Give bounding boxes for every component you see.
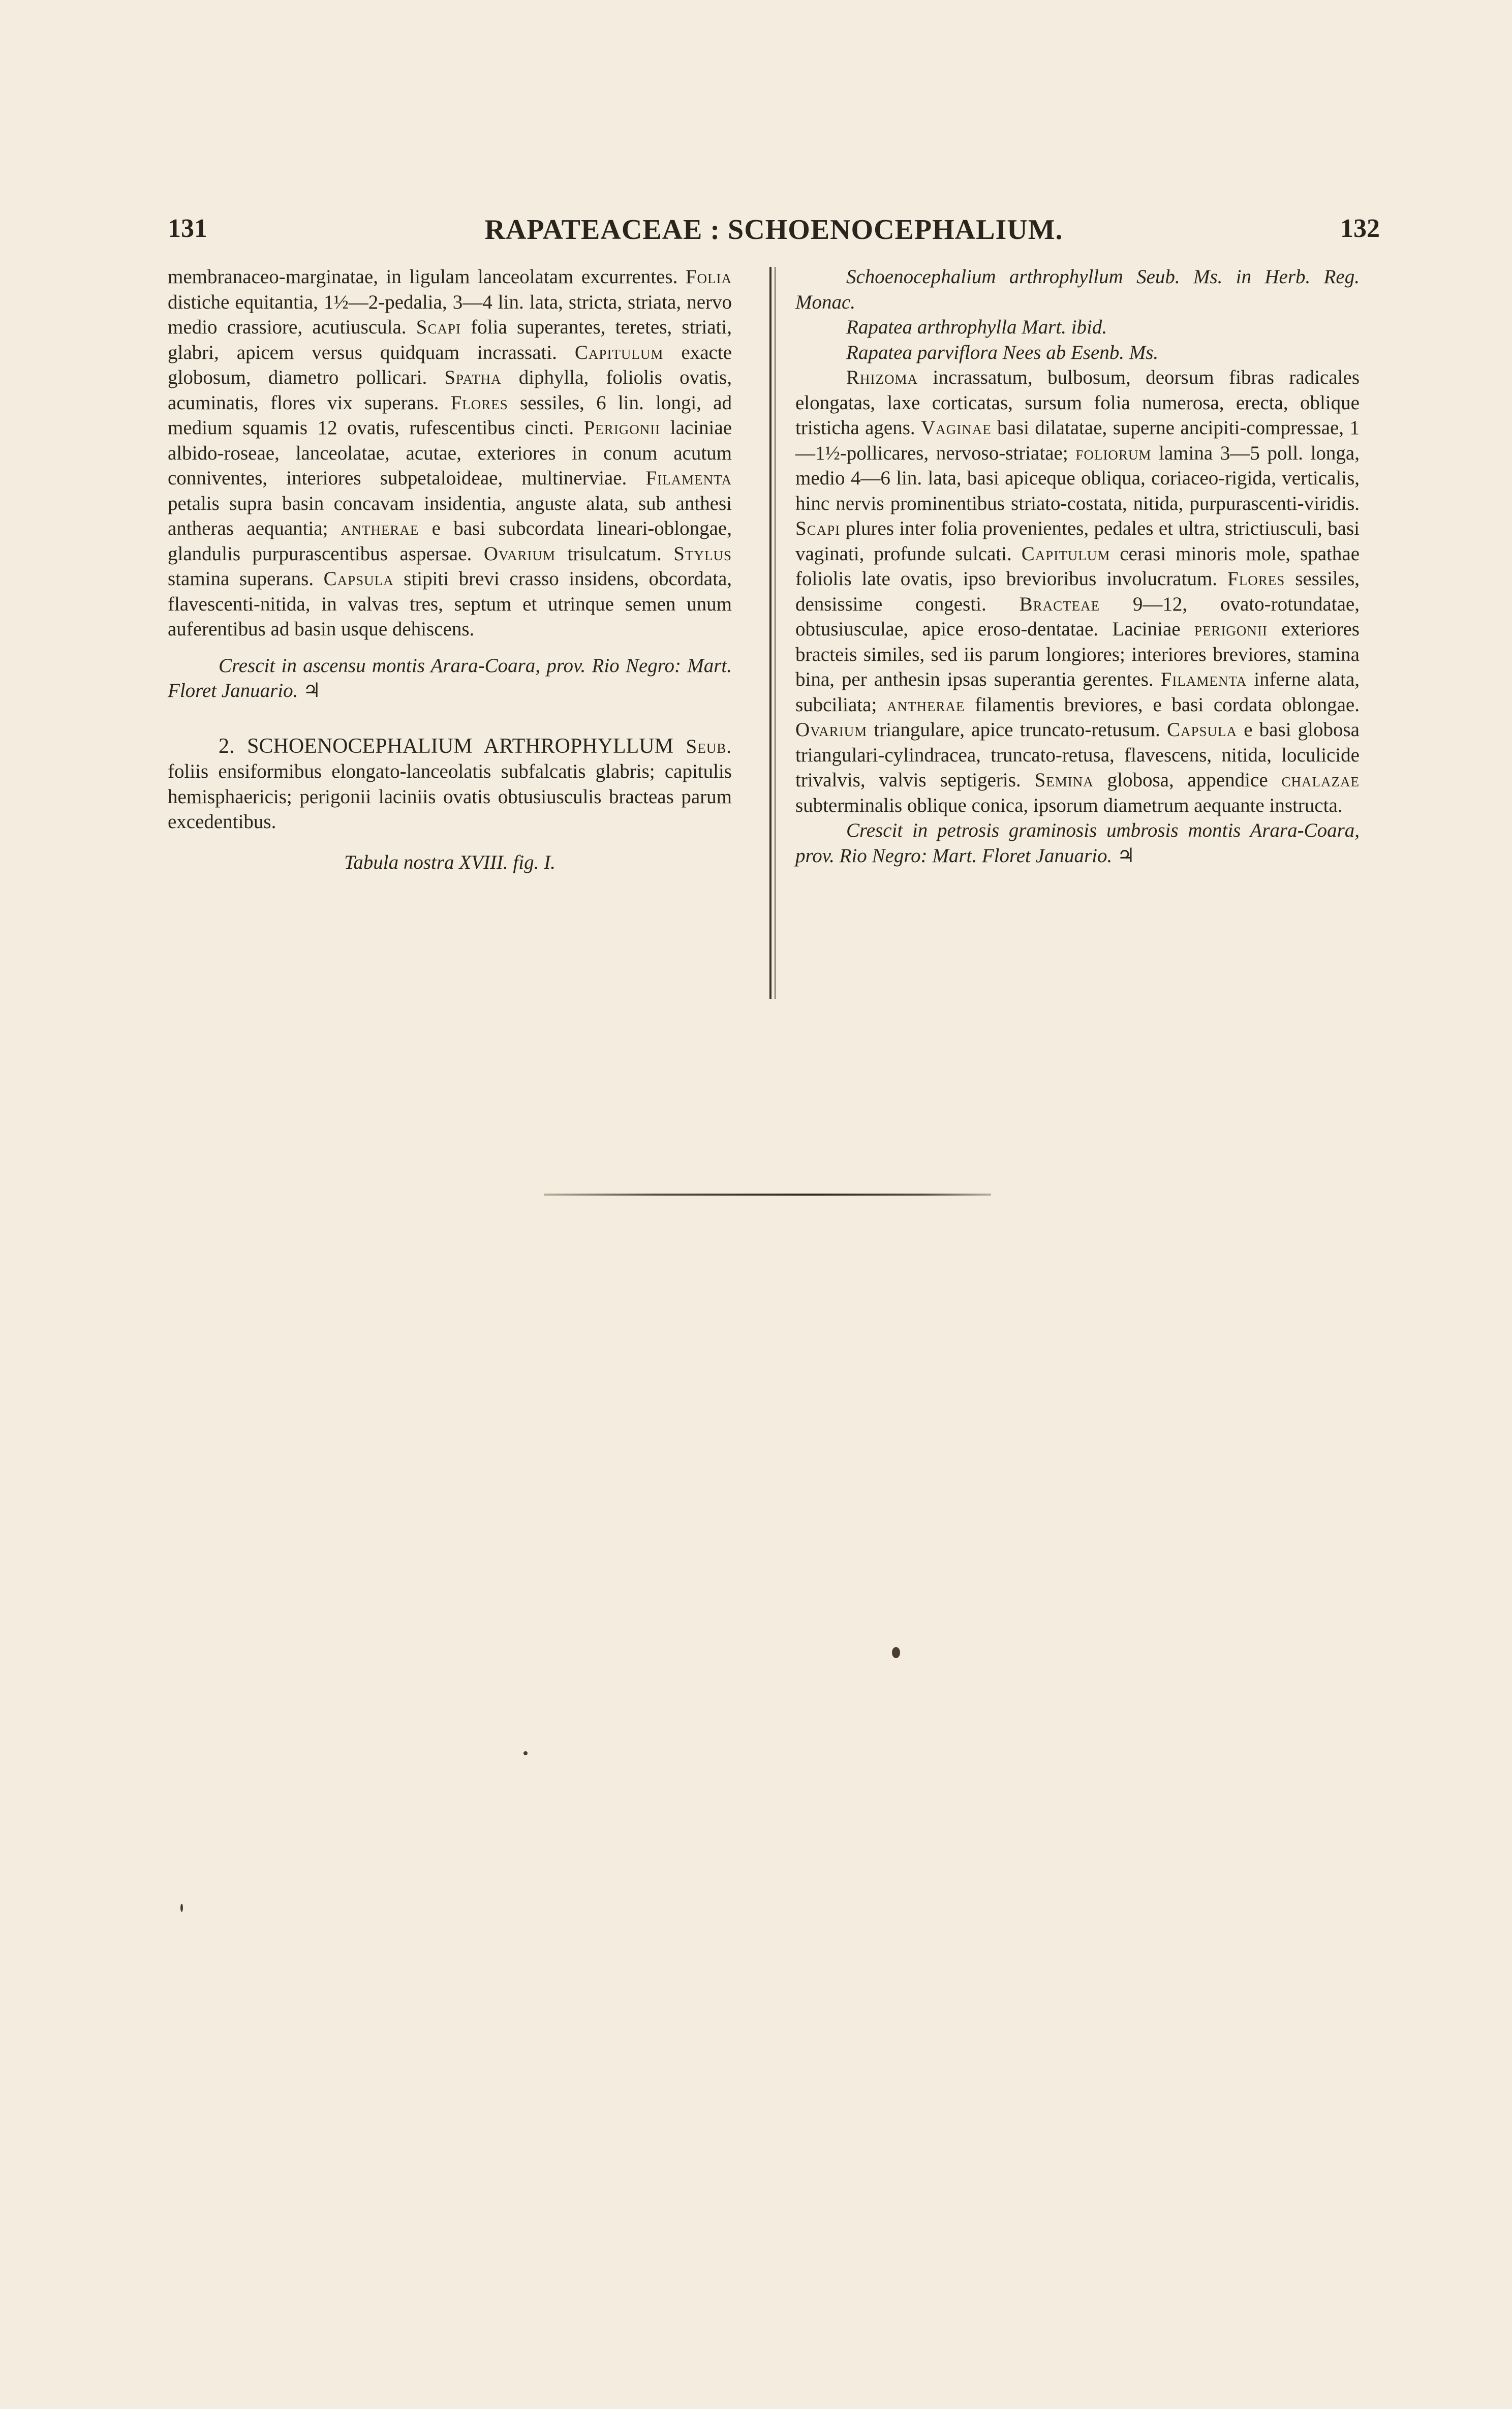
ink-speck — [523, 1751, 528, 1755]
description-paragraph: Rhizoma incrassatum, bulbosum, deorsum fibras radicales elongatas, laxe corticatas, sursum folia numerosa, erecta, oblique tristicha agens. Vaginae basi dilatatae, superne ancipiti-compressae, 1—1½-pollicares, nervoso-striatae; foliorum lamina 3—5 poll. longa, medio 4—6 lin. lata, basi apiceque obliqua, coriaceo-rigida, verticalis, hinc nervis prominentibus striato-costata, nitida, purpurascenti-viridis. Scapi plures inter folia provenientes, pedales et ultra, strictiusculi, basi vaginati, profunde sulcati. Capitulum cerasi minoris mole, spathae foliolis late ovatis, ipso brevioribus involucratum. Flores sessiles, densissime congesti. Bracteae 9—12, ovato-rotundatae, obtusiusculae, apice eroso-dentatae. Laciniae perigonii exteriores bracteis similes, sed iis parum longiores; interiores breviores, stamina bina, per anthesin ipsas superantia gerentes. Filamenta inferne alata, subciliata; antherae filamentis breviores, e basi cordata oblongae. Ovarium triangulare, apice truncato-retusum. Capsula e basi globosa triangulari-cylindracea, truncato-retusa, flavescens, nitida, loculicide trivalvis, valvis septigeris. Semina globosa, appendice chalazae subterminalis oblique conica, ipsorum diametrum aequante instructa. — [795, 367, 1360, 816]
locality-note: Crescit in ascensu montis Arara-Coara, prov. Rio Negro: Mart. Floret Januario. ♃ — [168, 654, 732, 702]
locality-note: Crescit in petrosis graminosis umbrosis montis Arara-Coara, prov. Rio Negro: Mart. Floret Januario. ♃ — [795, 819, 1360, 867]
synonym-line: Schoenocephalium arthrophyllum Seub. Ms. in Herb. Reg. Monac. — [795, 266, 1360, 313]
synonym-line: Rapatea arthrophylla Mart. ibid. — [846, 316, 1107, 338]
running-head: RAPATEACEAE : SCHOENOCEPHALIUM. — [484, 214, 1063, 246]
left-page-number: 131 — [168, 214, 207, 243]
column-divider-inner — [775, 267, 776, 999]
left-column — [168, 264, 732, 875]
plate-reference: Tabula nostra XVIII. fig. I. — [344, 851, 556, 873]
description-paragraph: membranaceo-marginatae, in ligulam lanceolatam excurrentes. Folia distiche equitantia, 1½—2-pedalia, 3—4 lin. lata, stricta, striata, nervo medio crassiore, acutiuscula. Scapi folia superantes, teretes, striati, glabri, apicem versus quidquam incrassati. Capitulum exacte globosum, diametro pollicari. Spatha diphylla, foliolis ovatis, acuminatis, flores vix superans. Flores sessiles, 6 lin. longi, ad medium squamis 12 ovatis, rufescentibus cincti. Perigonii laciniae albido-roseae, lanceolatae, acutae, exteriores in conum acutum conniventes, interiores subpetaloideae, multinerviae. Filamenta petalis supra basin concavam insidentia, anguste alata, sub anthesi antheras aequantia; antherae e basi subcordata lineari-oblongae, glandulis purpurascentibus aspersae. Ovarium trisulcatum. Stylus stamina superans. Capsula stipiti brevi crasso insidens, obcordata, flavescenti-nitida, in valvas tres, septum et utrinque semen unum auferentibus ad basin usque dehiscens. — [168, 266, 732, 640]
right-page-number: 132 — [1340, 214, 1380, 243]
ink-speck — [180, 1904, 183, 1912]
page-header — [168, 214, 1380, 249]
synonym-line: Rapatea parviflora Nees ab Esenb. Ms. — [846, 341, 1159, 363]
bottom-rule — [544, 1194, 991, 1196]
right-column — [795, 264, 1360, 868]
species-heading: 2. SCHOENOCEPHALIUM ARTHROPHYLLUM Seub. foliis ensiformibus elongato-lanceolatis subfalcatis glabris; capitulis hemisphaericis; perigonii laciniis ovatis obtusiusculis bracteas parum excedentibus. — [168, 734, 732, 833]
column-divider — [769, 267, 772, 999]
ink-speck — [892, 1647, 900, 1658]
